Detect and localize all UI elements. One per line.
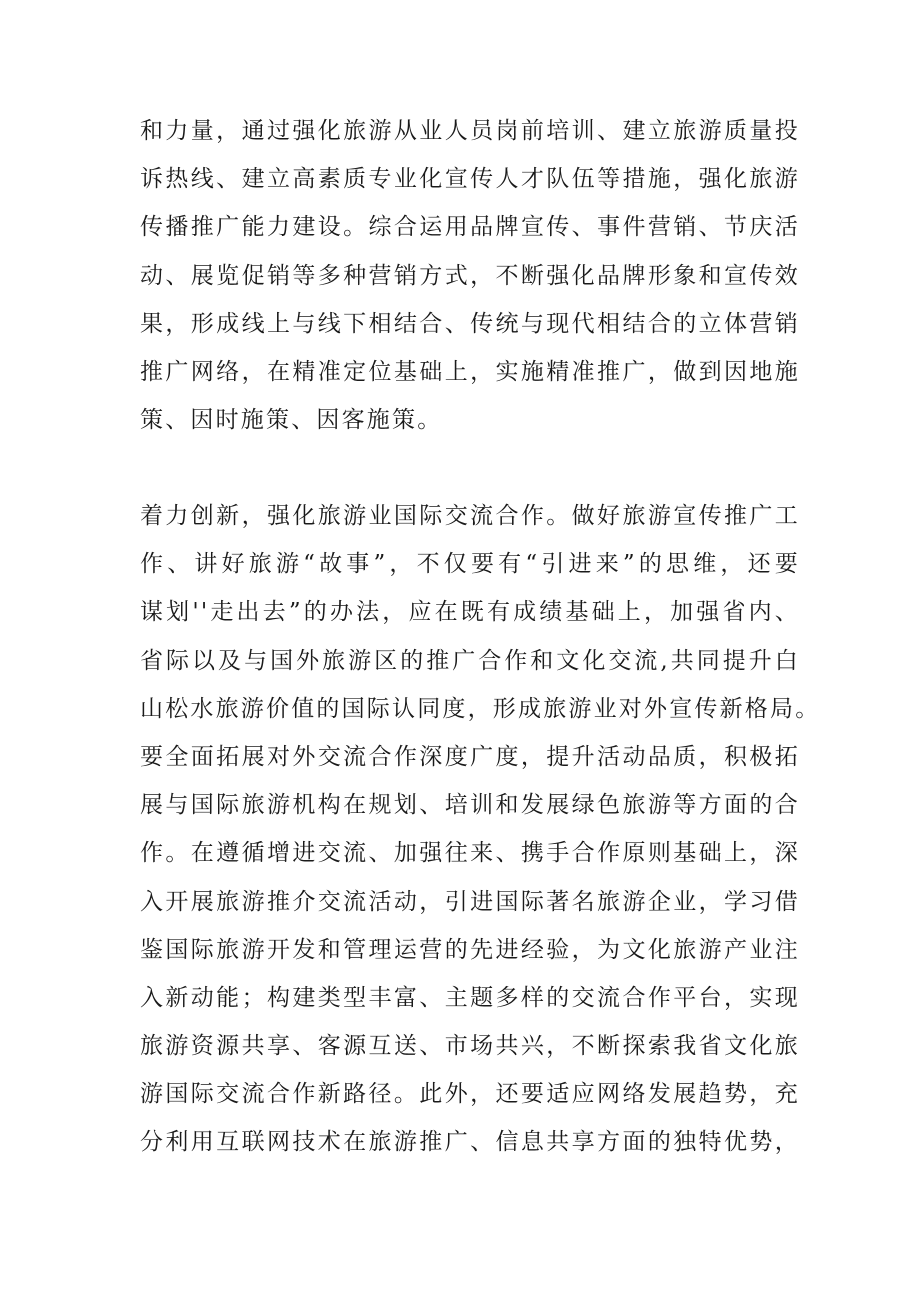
text-line: 省际以及与国外旅游区的推广合作和文化交流,共同提升白 bbox=[140, 647, 800, 674]
text-line: 游国际交流合作新路径。此外，还要适应网络发展趋势，充 bbox=[140, 1081, 800, 1108]
text-line: 鉴国际旅游开发和管理运营的先进经验，为文化旅游产业注 bbox=[140, 936, 800, 963]
text-line: 和力量，通过强化旅游从业人员岗前培训、建立旅游质量投 bbox=[140, 118, 800, 144]
text-line: 分利用互联网技术在旅游推广、信息共享方面的独特优势， bbox=[140, 1129, 800, 1156]
text-line: 要全面拓展对外交流合作深度广度，提升活动品质，积极拓 bbox=[140, 743, 800, 770]
text-line: 着力创新，强化旅游业国际交流合作。做好旅游宣传推广工 bbox=[140, 503, 800, 529]
text-line: 果，形成线上与线下相结合、传统与现代相结合的立体营销 bbox=[140, 310, 800, 337]
text-line: 展与国际旅游机构在规划、培训和发展绿色旅游等方面的合 bbox=[140, 792, 800, 819]
text-line: 旅游资源共享、客源互送、市场共兴，不断探索我省文化旅 bbox=[140, 1033, 800, 1060]
text-line: 作、讲好旅游“故事”，不仅要有“引进来”的思维，还要 bbox=[140, 551, 800, 578]
text-line: 入新动能；构建类型丰富、主题多样的交流合作平台，实现 bbox=[140, 984, 800, 1011]
text-line: 作。在遵循增进交流、加强往来、携手合作原则基础上，深 bbox=[140, 840, 800, 867]
text-line: 策、因时施策、因客施策。 bbox=[140, 407, 443, 434]
text-line: 诉热线、建立高素质专业化宣传人才队伍等措施，强化旅游 bbox=[140, 166, 800, 193]
text-line: 谋划''走出去”的办法，应在既有成绩基础上，加强省内、 bbox=[140, 599, 800, 626]
text-line: 山松水旅游价值的国际认同度，形成旅游业对外宣传新格局。 bbox=[140, 695, 821, 722]
paragraph-2 bbox=[140, 492, 821, 1167]
text-line: 传播推广能力建设。综合运用品牌宣传、事件营销、节庆活 bbox=[140, 214, 800, 241]
text-line: 入开展旅游推介交流活动，引进国际著名旅游企业，学习借 bbox=[140, 888, 800, 915]
text-line: 推广网络，在精准定位基础上，实施精准推广，做到因地施 bbox=[140, 358, 800, 385]
text-line: 动、展览促销等多种营销方式，不断强化品牌形象和宣传效 bbox=[140, 262, 800, 289]
paragraph-1 bbox=[140, 107, 800, 444]
